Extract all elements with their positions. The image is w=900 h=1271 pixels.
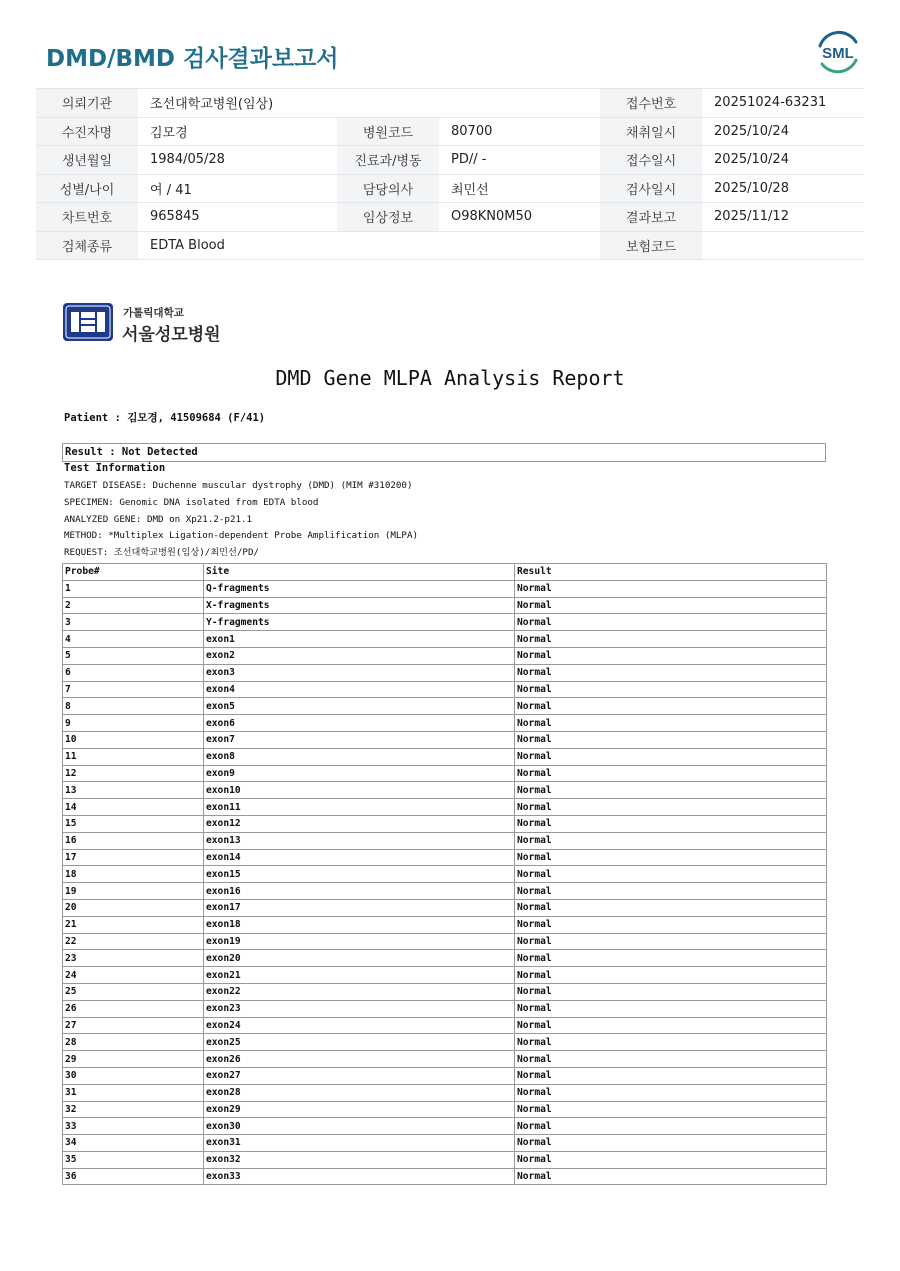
probe-number-cell: 6 <box>63 664 204 681</box>
info-row <box>36 174 864 203</box>
info-value: 김모경 <box>138 117 337 146</box>
probe-result-cell: Normal <box>515 866 827 883</box>
probe-result-cell: Normal <box>515 1101 827 1118</box>
info-label: 보험코드 <box>600 231 702 260</box>
probe-result-cell: Normal <box>515 1151 827 1168</box>
column-header-probe: Probe# <box>63 564 204 581</box>
info-label: 성별/나이 <box>36 174 138 203</box>
table-row <box>63 950 827 967</box>
logo-text: SML <box>822 45 854 62</box>
info-row <box>36 203 864 232</box>
probe-result-cell: Normal <box>515 782 827 799</box>
probe-number-cell: 28 <box>63 1034 204 1051</box>
info-row <box>36 231 864 260</box>
hospital-logo <box>62 302 232 344</box>
table-row <box>63 631 827 648</box>
probe-site-cell: exon16 <box>204 883 515 900</box>
probe-number-cell: 11 <box>63 748 204 765</box>
info-label: 담당의사 <box>337 174 439 203</box>
table-row <box>63 883 827 900</box>
probe-site-cell: exon25 <box>204 1034 515 1051</box>
table-row <box>63 580 827 597</box>
probe-site-cell: exon14 <box>204 849 515 866</box>
hospital-emblem-icon <box>62 302 114 342</box>
probe-number-cell: 19 <box>63 883 204 900</box>
test-info-line: METHOD: *Multiplex Ligation-dependent Probe Amplification (MLPA) <box>64 530 419 542</box>
info-value: PD// - <box>439 146 600 175</box>
probe-number-cell: 15 <box>63 815 204 832</box>
probe-result-cell: Normal <box>515 1017 827 1034</box>
info-value: 1984/05/28 <box>138 146 337 175</box>
info-value: 2025/10/28 <box>702 174 864 203</box>
info-label: 차트번호 <box>36 203 138 232</box>
probe-number-cell: 13 <box>63 782 204 799</box>
probe-result-cell: Normal <box>515 950 827 967</box>
probe-number-cell: 12 <box>63 765 204 782</box>
table-row <box>63 664 827 681</box>
table-row <box>63 1168 827 1185</box>
probe-result-cell: Normal <box>515 1067 827 1084</box>
hospital-name: 서울성모병원 <box>122 325 221 345</box>
table-row <box>63 866 827 883</box>
probe-result-cell: Normal <box>515 1000 827 1017</box>
probe-site-cell: exon17 <box>204 899 515 916</box>
probe-number-cell: 14 <box>63 799 204 816</box>
sml-logo <box>812 28 864 76</box>
probe-result-cell: Normal <box>515 748 827 765</box>
probe-site-cell: exon8 <box>204 748 515 765</box>
probe-result-cell: Normal <box>515 631 827 648</box>
probe-site-cell: exon22 <box>204 983 515 1000</box>
probe-result-cell: Normal <box>515 799 827 816</box>
table-row <box>63 765 827 782</box>
info-value: 20251024-63231 <box>702 89 864 118</box>
probe-site-cell: exon21 <box>204 967 515 984</box>
probe-number-cell: 17 <box>63 849 204 866</box>
column-header-site: Site <box>204 564 515 581</box>
probe-number-cell: 16 <box>63 832 204 849</box>
probe-result-cell: Normal <box>515 1034 827 1051</box>
probe-result-cell: Normal <box>515 1135 827 1152</box>
info-value: 조선대학교병원(임상) <box>138 89 600 118</box>
info-label: 접수번호 <box>600 89 702 118</box>
probe-site-cell: exon27 <box>204 1067 515 1084</box>
report-title: DMD/BMD 검사결과보고서 <box>46 46 339 72</box>
table-row <box>63 1034 827 1051</box>
probe-number-cell: 35 <box>63 1151 204 1168</box>
table-row <box>63 1135 827 1152</box>
probe-result-cell: Normal <box>515 765 827 782</box>
test-info-line: SPECIMEN: Genomic DNA isolated from EDTA blood <box>64 496 319 508</box>
table-row <box>63 933 827 950</box>
probe-number-cell: 34 <box>63 1135 204 1152</box>
test-information-lines <box>64 478 418 562</box>
probe-result-cell: Normal <box>515 832 827 849</box>
probe-result-cell: Normal <box>515 815 827 832</box>
patient-info-table <box>36 88 864 260</box>
info-value: O98KN0M50 <box>439 203 600 232</box>
probe-site-cell: exon33 <box>204 1168 515 1185</box>
probe-number-cell: 33 <box>63 1118 204 1135</box>
table-row <box>63 916 827 933</box>
probe-result-cell: Normal <box>515 849 827 866</box>
probe-site-cell: exon30 <box>204 1118 515 1135</box>
probe-number-cell: 29 <box>63 1051 204 1068</box>
probe-result-cell: Normal <box>515 1084 827 1101</box>
table-row <box>63 1118 827 1135</box>
probe-number-cell: 8 <box>63 698 204 715</box>
probe-number-cell: 4 <box>63 631 204 648</box>
hospital-university-name: 가톨릭대학교 <box>123 307 184 319</box>
table-row <box>63 967 827 984</box>
table-row <box>63 1151 827 1168</box>
info-value: 여 / 41 <box>138 174 337 203</box>
table-row <box>63 748 827 765</box>
probe-site-cell: exon19 <box>204 933 515 950</box>
info-value: 80700 <box>439 117 600 146</box>
table-row <box>63 1101 827 1118</box>
probe-number-cell: 25 <box>63 983 204 1000</box>
info-label: 접수일시 <box>600 146 702 175</box>
probe-site-cell: exon3 <box>204 664 515 681</box>
info-value: 2025/10/24 <box>702 146 864 175</box>
info-label: 의뢰기관 <box>36 89 138 118</box>
probe-site-cell: exon7 <box>204 731 515 748</box>
probe-site-cell: exon9 <box>204 765 515 782</box>
probe-number-cell: 5 <box>63 647 204 664</box>
info-label: 임상정보 <box>337 203 439 232</box>
info-row <box>36 146 864 175</box>
probe-table-header-row <box>63 564 827 581</box>
probe-result-cell: Normal <box>515 916 827 933</box>
info-label: 결과보고 <box>600 203 702 232</box>
probe-number-cell: 2 <box>63 597 204 614</box>
probe-number-cell: 36 <box>63 1168 204 1185</box>
table-row <box>63 614 827 631</box>
table-row <box>63 681 827 698</box>
probe-site-cell: exon11 <box>204 799 515 816</box>
probe-results-table <box>62 563 827 1185</box>
probe-site-cell: exon23 <box>204 1000 515 1017</box>
info-label: 병원코드 <box>337 117 439 146</box>
probe-site-cell: exon12 <box>204 815 515 832</box>
probe-number-cell: 24 <box>63 967 204 984</box>
probe-result-cell: Normal <box>515 933 827 950</box>
table-row <box>63 815 827 832</box>
probe-site-cell: exon15 <box>204 866 515 883</box>
probe-number-cell: 23 <box>63 950 204 967</box>
info-label: 검체종류 <box>36 231 138 260</box>
probe-site-cell: exon28 <box>204 1084 515 1101</box>
info-row <box>36 117 864 146</box>
probe-result-cell: Normal <box>515 664 827 681</box>
table-row <box>63 782 827 799</box>
mlpa-report-title: DMD Gene MLPA Analysis Report <box>275 366 625 390</box>
probe-site-cell: Q-fragments <box>204 580 515 597</box>
table-row <box>63 597 827 614</box>
probe-number-cell: 30 <box>63 1067 204 1084</box>
table-row <box>63 1084 827 1101</box>
table-row <box>63 1017 827 1034</box>
table-row <box>63 698 827 715</box>
probe-number-cell: 22 <box>63 933 204 950</box>
probe-result-cell: Normal <box>515 614 827 631</box>
info-value: 2025/11/12 <box>702 203 864 232</box>
probe-number-cell: 27 <box>63 1017 204 1034</box>
table-row <box>63 715 827 732</box>
probe-number-cell: 18 <box>63 866 204 883</box>
probe-site-cell: X-fragments <box>204 597 515 614</box>
probe-site-cell: exon26 <box>204 1051 515 1068</box>
info-value: 최민선 <box>439 174 600 203</box>
probe-result-cell: Normal <box>515 899 827 916</box>
table-row <box>63 1067 827 1084</box>
info-label: 수진자명 <box>36 117 138 146</box>
probe-result-cell: Normal <box>515 883 827 900</box>
table-row <box>63 849 827 866</box>
probe-number-cell: 20 <box>63 899 204 916</box>
info-value: 965845 <box>138 203 337 232</box>
probe-result-cell: Normal <box>515 1168 827 1185</box>
probe-result-cell: Normal <box>515 731 827 748</box>
probe-number-cell: 32 <box>63 1101 204 1118</box>
info-row <box>36 89 864 118</box>
patient-line: Patient : 김모경, 41509684 (F/41) <box>64 412 266 424</box>
probe-site-cell: exon5 <box>204 698 515 715</box>
info-value: EDTA Blood <box>138 231 600 260</box>
info-label: 생년월일 <box>36 146 138 175</box>
table-row <box>63 832 827 849</box>
probe-site-cell: exon18 <box>204 916 515 933</box>
probe-site-cell: exon4 <box>204 681 515 698</box>
probe-number-cell: 1 <box>63 580 204 597</box>
probe-result-cell: Normal <box>515 698 827 715</box>
table-row <box>63 1000 827 1017</box>
test-info-line: TARGET DISEASE: Duchenne muscular dystrophy (DMD) (MIM #310200) <box>64 480 413 491</box>
probe-site-cell: exon6 <box>204 715 515 732</box>
probe-number-cell: 7 <box>63 681 204 698</box>
probe-result-cell: Normal <box>515 967 827 984</box>
test-info-line: ANALYZED GENE: DMD on Xp21.2-p21.1 <box>64 513 253 525</box>
test-info-line: REQUEST: 조선대학교병원(임상)/최민선/PD/ <box>64 547 260 559</box>
probe-result-cell: Normal <box>515 715 827 732</box>
probe-site-cell: Y-fragments <box>204 614 515 631</box>
info-value <box>702 231 864 260</box>
probe-site-cell: exon29 <box>204 1101 515 1118</box>
info-label: 채취일시 <box>600 117 702 146</box>
info-value: 2025/10/24 <box>702 117 864 146</box>
probe-site-cell: exon13 <box>204 832 515 849</box>
probe-result-cell: Normal <box>515 580 827 597</box>
table-row <box>63 731 827 748</box>
probe-site-cell: exon10 <box>204 782 515 799</box>
result-summary: Result : Not Detected <box>62 443 826 462</box>
info-label: 진료과/병동 <box>337 146 439 175</box>
table-row <box>63 799 827 816</box>
test-information-heading: Test Information <box>64 462 166 474</box>
sml-logo-icon <box>812 28 864 76</box>
probe-number-cell: 9 <box>63 715 204 732</box>
info-label: 검사일시 <box>600 174 702 203</box>
probe-result-cell: Normal <box>515 597 827 614</box>
probe-number-cell: 3 <box>63 614 204 631</box>
probe-result-cell: Normal <box>515 647 827 664</box>
probe-site-cell: exon32 <box>204 1151 515 1168</box>
probe-site-cell: exon24 <box>204 1017 515 1034</box>
column-header-result: Result <box>515 564 827 581</box>
probe-number-cell: 26 <box>63 1000 204 1017</box>
probe-result-cell: Normal <box>515 1051 827 1068</box>
probe-result-cell: Normal <box>515 983 827 1000</box>
probe-site-cell: exon20 <box>204 950 515 967</box>
table-row <box>63 983 827 1000</box>
probe-site-cell: exon2 <box>204 647 515 664</box>
table-row <box>63 647 827 664</box>
probe-result-cell: Normal <box>515 681 827 698</box>
probe-result-cell: Normal <box>515 1118 827 1135</box>
probe-number-cell: 10 <box>63 731 204 748</box>
probe-number-cell: 21 <box>63 916 204 933</box>
table-row <box>63 899 827 916</box>
probe-site-cell: exon31 <box>204 1135 515 1152</box>
probe-site-cell: exon1 <box>204 631 515 648</box>
table-row <box>63 1051 827 1068</box>
probe-number-cell: 31 <box>63 1084 204 1101</box>
